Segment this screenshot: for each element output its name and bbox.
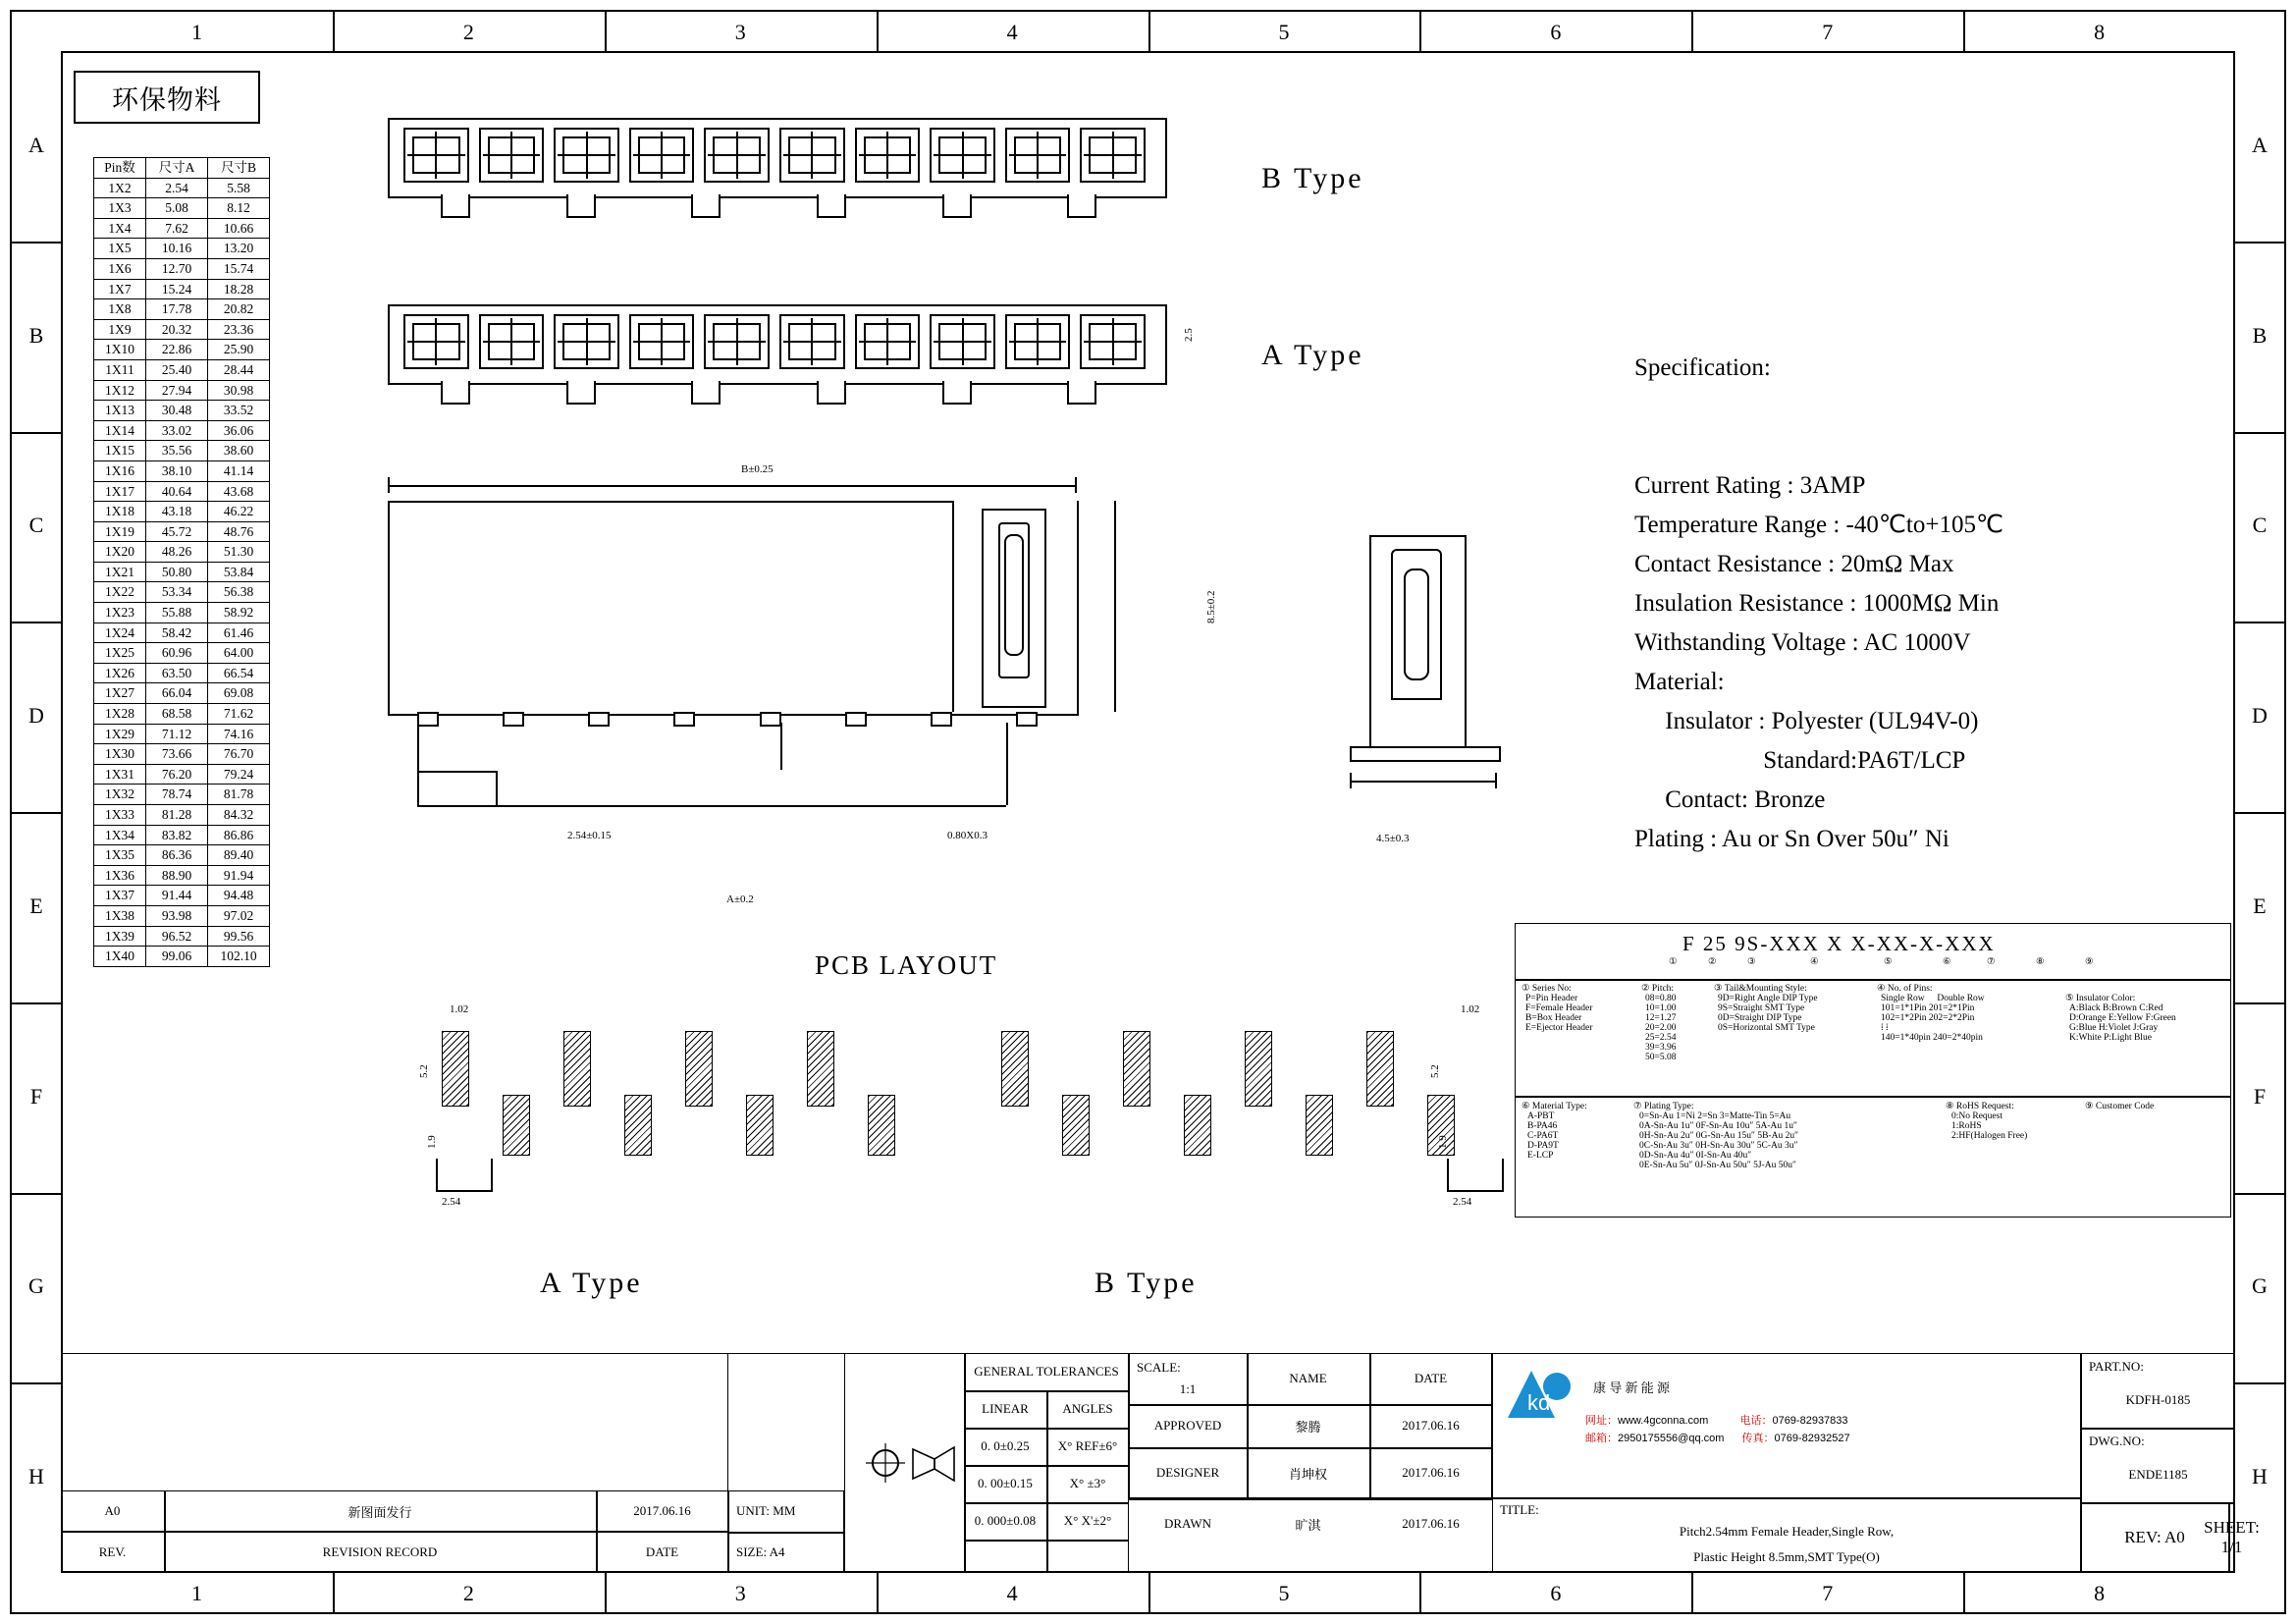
pn-pitch-item: 25=2.54 — [1645, 1033, 1677, 1043]
specification-line: Contact: Bronze — [1634, 786, 1826, 813]
specification-line: Contact Resistance : 20mΩ Max — [1634, 551, 1954, 577]
table-row: 1X30 73.66 76.70 — [94, 744, 270, 765]
pn-rohs-item: 0:No Request — [1951, 1111, 2002, 1121]
pin-table-header: 尺寸B — [208, 158, 270, 179]
tolerance-linear-value: 0. 00±0.15 — [978, 1476, 1033, 1490]
pn-pins-title: ④ No. of Pins: — [1877, 984, 1933, 994]
row-marker-left-E: E — [29, 893, 43, 918]
table-row: 1X34 83.82 86.86 — [94, 825, 270, 845]
pn-series-group — [1522, 983, 1637, 1033]
pcb-layout-title: PCB LAYOUT — [815, 950, 998, 980]
signature-role: APPROVED — [1153, 1418, 1222, 1433]
row-marker-right-D: D — [2252, 703, 2268, 729]
signature-name: 黎腾 — [1295, 1419, 1321, 1435]
col-marker-top-3: 3 — [734, 20, 746, 44]
pn-pitch-item: 50=5.08 — [1645, 1053, 1677, 1062]
pn-pitch-item: 10=1.00 — [1645, 1003, 1677, 1013]
pn-marker: ① — [1669, 957, 1678, 967]
tolerance-angle-value: X° REF±6° — [1057, 1438, 1118, 1453]
drawing-title-line1: Pitch2.54mm Female Header,Single Row, — [1679, 1524, 1895, 1539]
col-marker-bottom-8: 8 — [2094, 1581, 2106, 1605]
specification-line: Plating : Au or Sn Over 50u″ Ni — [1634, 826, 1949, 852]
specification-line: Withstanding Voltage : AC 1000V — [1634, 629, 1971, 656]
svg-text:kd: kd — [1527, 1390, 1551, 1415]
table-row: 1X29 71.12 74.16 — [94, 724, 270, 744]
scale-label: SCALE: — [1137, 1360, 1181, 1375]
revision-record-value: 新图面发行 — [347, 1504, 412, 1520]
row-marker-right-H: H — [2252, 1464, 2268, 1489]
smt-pad — [1016, 712, 1038, 727]
b-type-top-label: B Type — [1261, 162, 1364, 194]
revision-record-label: REVISION RECORD — [322, 1544, 438, 1559]
company-fax-label: 传真： — [1741, 1433, 1775, 1444]
pn-color-item: A:Black B:Brown C:Red — [2069, 1003, 2163, 1013]
part-number-decode-box — [1515, 923, 2231, 1218]
pcb-dim-pad-width: 1.02 — [1461, 1003, 1480, 1015]
company-web: www.4gconna.com — [1618, 1415, 1709, 1427]
table-row: 1X3 5.08 8.12 — [94, 198, 270, 219]
signature-role: DESIGNER — [1155, 1465, 1220, 1480]
pn-marker: ⑧ — [2036, 957, 2045, 967]
col-marker-bottom-6: 6 — [1550, 1581, 1562, 1605]
pcb-pad — [1123, 1031, 1150, 1107]
table-row: 1X39 96.52 99.56 — [94, 926, 270, 947]
table-row: 1X37 91.44 94.48 — [94, 886, 270, 906]
pn-pins-col2: Double Row — [1937, 994, 1985, 1003]
pn-plating-item: 0C-Sn-Au 3u″ 0H-Sn-Au 30u″ 5C-Au 3u″ — [1639, 1141, 1798, 1151]
dwg-no-value: ENDE1185 — [2128, 1467, 2188, 1482]
drawing-title-label: TITLE: — [1500, 1502, 1539, 1517]
col-marker-bottom-1: 1 — [190, 1581, 202, 1605]
table-row: 1X25 60.96 64.00 — [94, 643, 270, 664]
solder-tail — [1067, 194, 1096, 218]
specification-line: Current Rating : 3AMP — [1634, 472, 1866, 499]
table-row: 1X38 93.98 97.02 — [94, 905, 270, 926]
table-row: 1X14 33.02 36.06 — [94, 420, 270, 441]
row-marker-left-C: C — [28, 513, 44, 538]
company-fax: 0769-82932527 — [1774, 1433, 1850, 1444]
table-row: 1X15 35.56 38.60 — [94, 441, 270, 461]
specification-title: Specification: — [1634, 354, 1771, 381]
table-row: 1X9 20.32 23.36 — [94, 319, 270, 340]
pn-plating-title: ⑦ Plating Type: — [1633, 1102, 1694, 1111]
revision-rev-value: A0 — [104, 1503, 121, 1518]
eco-material-box — [74, 71, 260, 124]
specification-line: Insulation Resistance : 1000MΩ Min — [1634, 590, 2000, 617]
table-row: 1X5 10.16 13.20 — [94, 239, 270, 259]
table-row: 1X13 30.48 33.52 — [94, 401, 270, 421]
row-marker-left-G: G — [28, 1273, 44, 1299]
signature-date: 2017.06.16 — [1402, 1418, 1460, 1433]
table-row: 1X21 50.80 53.84 — [94, 562, 270, 582]
table-row: 1X32 78.74 81.78 — [94, 785, 270, 805]
date-header: DATE — [1414, 1371, 1448, 1385]
unit-label: UNIT: MM — [736, 1503, 796, 1518]
pn-color-title: ⑤ Insulator Color: — [2065, 994, 2136, 1003]
col-marker-top-2: 2 — [462, 20, 474, 44]
revision-date-value: 2017.06.16 — [633, 1503, 691, 1518]
pcb-pad — [1245, 1031, 1272, 1107]
table-row: 1X11 25.40 28.44 — [94, 359, 270, 380]
dim-overall-b: B±0.25 — [741, 463, 774, 475]
pn-plating-group — [1633, 1101, 1938, 1170]
solder-tail — [942, 194, 972, 218]
pn-pins-item: 102=1*2Pin 202=2*2Pin — [1881, 1013, 1975, 1023]
company-email: 2950175556@qq.com — [1618, 1433, 1725, 1444]
dim-plastic-height: 8.5±0.2 — [1205, 590, 1217, 623]
pcb-dim-pad-pitch: 2.54 — [442, 1196, 461, 1208]
company-logo-icon — [1502, 1367, 1578, 1424]
col-marker-top-5: 5 — [1278, 20, 1290, 44]
pn-pitch-item: 12=1.27 — [1645, 1013, 1677, 1023]
pn-pins-col1: Single Row — [1881, 994, 1925, 1003]
pn-color-item: D:Orange E:Yellow F:Green — [2069, 1013, 2176, 1023]
specification-line: Temperature Range : -40℃to+105℃ — [1634, 512, 2004, 538]
company-web-label: 网址： — [1585, 1415, 1618, 1427]
smt-pad — [503, 712, 524, 727]
tolerance-angle-value: X° X'±2° — [1063, 1513, 1112, 1528]
pcb-dim-pad-small: 1.9 — [426, 1135, 438, 1149]
table-row: 1X31 76.20 79.24 — [94, 764, 270, 785]
row-marker-right-G: G — [2252, 1273, 2268, 1299]
pn-plating-item: 0E-Sn-Au 5u″ 0J-Sn-Au 50u″ 5J-Au 50u″ — [1639, 1161, 1796, 1170]
smt-pad — [760, 712, 781, 727]
smt-pad — [931, 712, 952, 727]
table-row: 1X27 66.04 69.08 — [94, 683, 270, 704]
pn-color-group — [2065, 993, 2232, 1043]
col-marker-bottom-4: 4 — [1006, 1581, 1018, 1605]
pin-table-header: Pin数 — [94, 158, 146, 179]
col-marker-bottom-2: 2 — [462, 1581, 474, 1605]
dim-side-width: 4.5±0.3 — [1376, 833, 1410, 844]
company-name: 康 导 新 能 源 — [1593, 1380, 1671, 1395]
pn-mounting-title: ③ Tail&Mounting Style: — [1714, 984, 1807, 994]
section-view — [388, 471, 1212, 795]
col-marker-top-1: 1 — [190, 20, 202, 44]
a-type-top-view — [388, 304, 1163, 412]
col-marker-top-7: 7 — [1822, 20, 1834, 44]
pn-material-item: B-PA46 — [1527, 1121, 1558, 1131]
pcb-pad — [563, 1031, 591, 1107]
solder-tail — [691, 194, 721, 218]
pn-pins-group — [1877, 983, 2063, 1043]
table-row: 1X16 38.10 41.14 — [94, 460, 270, 481]
row-marker-right-A: A — [2252, 132, 2268, 157]
pn-marker: ⑨ — [2085, 957, 2094, 967]
pn-rohs-item: 1:RoHS — [1951, 1121, 1982, 1131]
pn-series-item: E=Ejector Header — [1525, 1023, 1593, 1033]
pn-marker: ⑦ — [1987, 957, 1996, 967]
tolerance-linear-value: 0. 0±0.25 — [981, 1438, 1030, 1453]
pn-customer-group — [2085, 1101, 2232, 1111]
dwg-no-label: DWG.NO: — [2089, 1434, 2145, 1448]
name-header: NAME — [1289, 1371, 1327, 1385]
solder-tail — [942, 381, 972, 405]
pn-marker: ④ — [1810, 957, 1819, 967]
pcb-pad — [1001, 1031, 1029, 1107]
a-type-pcb-label: A Type — [540, 1267, 643, 1299]
pcb-dim-pad-small: 1.9 — [1437, 1135, 1449, 1149]
title-block — [61, 1353, 2260, 1573]
pcb-pad — [442, 1031, 469, 1107]
pcb-dim-pad-width: 1.02 — [450, 1003, 469, 1015]
pn-pitch-item: 08=0.80 — [1645, 994, 1677, 1003]
pcb-dim-pad-height: 5.2 — [418, 1064, 430, 1078]
row-marker-right-C: C — [2252, 513, 2268, 538]
specification-line: Material: — [1634, 669, 1725, 695]
pcb-pad — [1184, 1095, 1211, 1156]
pn-mounting-item: 0S=Horizontal SMT Type — [1718, 1023, 1815, 1033]
part-no-value: KDFH-0185 — [2125, 1392, 2191, 1407]
smt-pad — [588, 712, 610, 727]
pn-mounting-item: 0D=Straight DIP Type — [1718, 1013, 1802, 1023]
col-marker-top-4: 4 — [1006, 20, 1018, 44]
table-row: 1X8 17.78 20.82 — [94, 299, 270, 320]
pcb-pad — [503, 1095, 530, 1156]
tolerance-linear-value: 0. 000±0.08 — [974, 1513, 1037, 1528]
projection-cone-icon — [911, 1445, 956, 1483]
table-row: 1X6 12.70 15.74 — [94, 258, 270, 279]
table-row: 1X20 48.26 51.30 — [94, 542, 270, 563]
solder-tail — [1067, 381, 1096, 405]
pn-marker: ③ — [1747, 957, 1756, 967]
smt-pad — [417, 712, 439, 727]
pn-series-item: B=Box Header — [1525, 1013, 1582, 1023]
pcb-pad — [685, 1031, 713, 1107]
table-row: 1X26 63.50 66.54 — [94, 663, 270, 683]
pcb-pad — [868, 1095, 895, 1156]
signature-date: 2017.06.16 — [1402, 1516, 1460, 1531]
table-row: 1X2 2.54 5.58 — [94, 178, 270, 198]
table-row: 1X18 43.18 46.22 — [94, 502, 270, 522]
pn-rohs-title: ⑧ RoHS Request: — [1946, 1102, 2014, 1111]
pn-pitch-item: 39=3.96 — [1645, 1043, 1677, 1053]
specification-block — [1634, 270, 2003, 938]
col-marker-bottom-7: 7 — [1822, 1581, 1834, 1605]
pcb-pad — [1366, 1031, 1394, 1107]
row-marker-right-F: F — [2253, 1083, 2267, 1109]
table-row: 1X40 99.06 102.10 — [94, 947, 270, 967]
a-type-top-label: A Type — [1261, 339, 1364, 371]
table-row: 1X4 7.62 10.66 — [94, 218, 270, 239]
solder-tail — [441, 194, 470, 218]
col-marker-bottom-3: 3 — [734, 1581, 746, 1605]
pcb-pad — [624, 1095, 652, 1156]
pn-pitch-title: ② Pitch: — [1641, 984, 1675, 994]
col-marker-bottom-5: 5 — [1278, 1581, 1290, 1605]
revision-value: REV: A0 — [2124, 1528, 2185, 1546]
pn-color-item: K:White P:Light Blue — [2069, 1033, 2152, 1043]
pcb-pad — [807, 1031, 834, 1107]
cross-section-view — [1350, 535, 1497, 800]
sheet-value: SHEET: 1/1 — [2204, 1518, 2260, 1556]
specification-line: Insulator : Polyester (UL94V-0) — [1634, 708, 1979, 734]
col-marker-top-8: 8 — [2094, 20, 2106, 44]
pn-mounting-group — [1714, 983, 1871, 1033]
solder-tail — [817, 381, 846, 405]
pcb-pad — [1062, 1095, 1090, 1156]
tolerance-angles-label: ANGLES — [1062, 1401, 1113, 1416]
pn-marker: ⑥ — [1943, 957, 1951, 967]
revision-date-label: DATE — [645, 1544, 679, 1559]
table-row: 1X24 58.42 61.46 — [94, 623, 270, 643]
pn-material-item: E-LCP — [1527, 1151, 1554, 1161]
pn-pitch-group — [1641, 983, 1712, 1062]
table-row: 1X28 68.58 71.62 — [94, 704, 270, 725]
pn-marker: ⑤ — [1884, 957, 1893, 967]
pn-marker: ② — [1708, 957, 1717, 967]
pcb-dim-pad-height: 5.2 — [1429, 1064, 1441, 1078]
b-type-pcb-label: B Type — [1095, 1267, 1198, 1299]
b-type-top-view — [388, 118, 1163, 226]
pn-pins-item: 140=1*40pin 240=2*40pin — [1881, 1033, 1983, 1043]
pn-rohs-item: 2:HF(Halogen Free) — [1951, 1131, 2028, 1141]
revision-rev-label: REV. — [98, 1544, 127, 1559]
table-row: 1X12 27.94 30.98 — [94, 380, 270, 401]
eco-material-label: 环保物料 — [112, 84, 222, 116]
company-email-label: 邮箱： — [1585, 1433, 1618, 1444]
signature-name: 肖坤权 — [1288, 1466, 1327, 1482]
table-row: 1X19 45.72 48.76 — [94, 521, 270, 542]
pcb-dim-pad-pitch: 2.54 — [1453, 1196, 1472, 1208]
pin-table-header: 尺寸A — [146, 158, 208, 179]
solder-tail — [817, 194, 846, 218]
table-row: 1X33 81.28 84.32 — [94, 805, 270, 826]
pn-material-item: C-PA6T — [1527, 1131, 1559, 1141]
solder-tail — [566, 381, 596, 405]
smt-pad — [845, 712, 867, 727]
tolerance-angle-value: X° ±3° — [1069, 1476, 1106, 1490]
company-tel: 0769-82937833 — [1772, 1415, 1848, 1427]
row-marker-left-A: A — [28, 132, 44, 157]
part-no-label: PART.NO: — [2089, 1359, 2144, 1374]
table-row: 1X10 22.86 25.90 — [94, 340, 270, 360]
tolerance-linear-label: LINEAR — [982, 1401, 1029, 1416]
dim-pitch: 2.54±0.15 — [567, 830, 612, 841]
row-marker-left-D: D — [28, 703, 44, 729]
pn-color-item: G:Blue H:Violet J:Gray — [2069, 1023, 2159, 1033]
signature-role: DRAWN — [1163, 1516, 1212, 1531]
part-number-code: F 25 9S-XXX X X-XX-X-XXX — [1682, 932, 1996, 955]
pn-series-title: ① Series No: — [1522, 984, 1572, 994]
pn-material-group — [1522, 1101, 1629, 1161]
pn-material-item: A-PBT — [1527, 1111, 1555, 1121]
pcb-pad — [1306, 1095, 1333, 1156]
pn-material-title: ⑥ Material Type: — [1522, 1102, 1587, 1111]
pn-pins-item: 101=1*1Pin 201=2*1Pin — [1881, 1003, 1975, 1013]
table-row: 1X17 40.64 43.68 — [94, 481, 270, 502]
dim-overall-a: A±0.2 — [726, 893, 754, 905]
pn-plating-item: 0=Sn-Au 1=Ni 2=Sn 3=Matte-Tin 5=Au — [1639, 1111, 1791, 1121]
signature-name: 旷淇 — [1295, 1517, 1321, 1533]
pin-dimension-table — [93, 157, 270, 967]
pcb-layout-a-type — [418, 1003, 942, 1247]
pn-plating-item: 0A-Sn-Au 1u″ 0F-Sn-Au 10u″ 5A-Au 1u″ — [1639, 1121, 1797, 1131]
row-marker-right-E: E — [2253, 893, 2267, 918]
pn-mounting-item: 9S=Straight SMT Type — [1718, 1003, 1805, 1013]
row-marker-right-B: B — [2252, 322, 2268, 348]
table-row: 1X35 86.36 89.40 — [94, 845, 270, 866]
specification-line: Standard:PA6T/LCP — [1634, 747, 1966, 774]
pn-pins-item: ⁞ ⁞ — [1881, 1023, 1889, 1033]
pn-mounting-item: 9D=Right Angle DIP Type — [1718, 994, 1818, 1003]
pn-rohs-group — [1946, 1101, 2083, 1141]
pn-plating-item: 0D-Sn-Au 4u″ 0I-Sn-Au 40u″ — [1639, 1151, 1752, 1161]
general-tolerances-title: GENERAL TOLERANCES — [974, 1364, 1119, 1379]
company-tel-label: 电话： — [1739, 1415, 1773, 1427]
dim-tail: 0.80X0.3 — [947, 830, 988, 841]
row-marker-left-F: F — [29, 1083, 43, 1109]
table-row: 1X22 53.34 56.38 — [94, 582, 270, 603]
scale-value: 1:1 — [1179, 1381, 1197, 1396]
pn-pitch-item: 20=2.00 — [1645, 1023, 1677, 1033]
pcb-pad — [746, 1095, 774, 1156]
size-label: SIZE: A4 — [736, 1544, 785, 1559]
projection-symbol-icon — [864, 1441, 907, 1485]
dim-pitch-height: 2.5 — [1183, 328, 1195, 342]
smt-pad — [673, 712, 695, 727]
drawing-title-line2: Plastic Height 8.5mm,SMT Type(O) — [1693, 1549, 1880, 1564]
pn-series-item: F=Female Header — [1525, 1003, 1593, 1013]
pcb-layout-b-type — [982, 1003, 1502, 1247]
solder-tail — [441, 381, 470, 405]
row-marker-left-B: B — [28, 322, 44, 348]
solder-tail — [566, 194, 596, 218]
table-row: 1X36 88.90 91.94 — [94, 865, 270, 886]
row-marker-left-H: H — [28, 1464, 44, 1489]
signature-date: 2017.06.16 — [1402, 1465, 1460, 1480]
table-row: 1X23 55.88 58.92 — [94, 603, 270, 623]
pn-series-item: P=Pin Header — [1525, 994, 1578, 1003]
pn-material-item: D-PA9T — [1527, 1141, 1559, 1151]
table-row: 1X7 15.24 18.28 — [94, 279, 270, 299]
pn-customer-title: ⑨ Customer Code — [2085, 1102, 2155, 1111]
solder-tail — [691, 381, 721, 405]
col-marker-top-6: 6 — [1550, 20, 1562, 44]
pn-plating-item: 0H-Sn-Au 2u″ 0G-Sn-Au 15u″ 5B-Au 2u″ — [1639, 1131, 1799, 1141]
